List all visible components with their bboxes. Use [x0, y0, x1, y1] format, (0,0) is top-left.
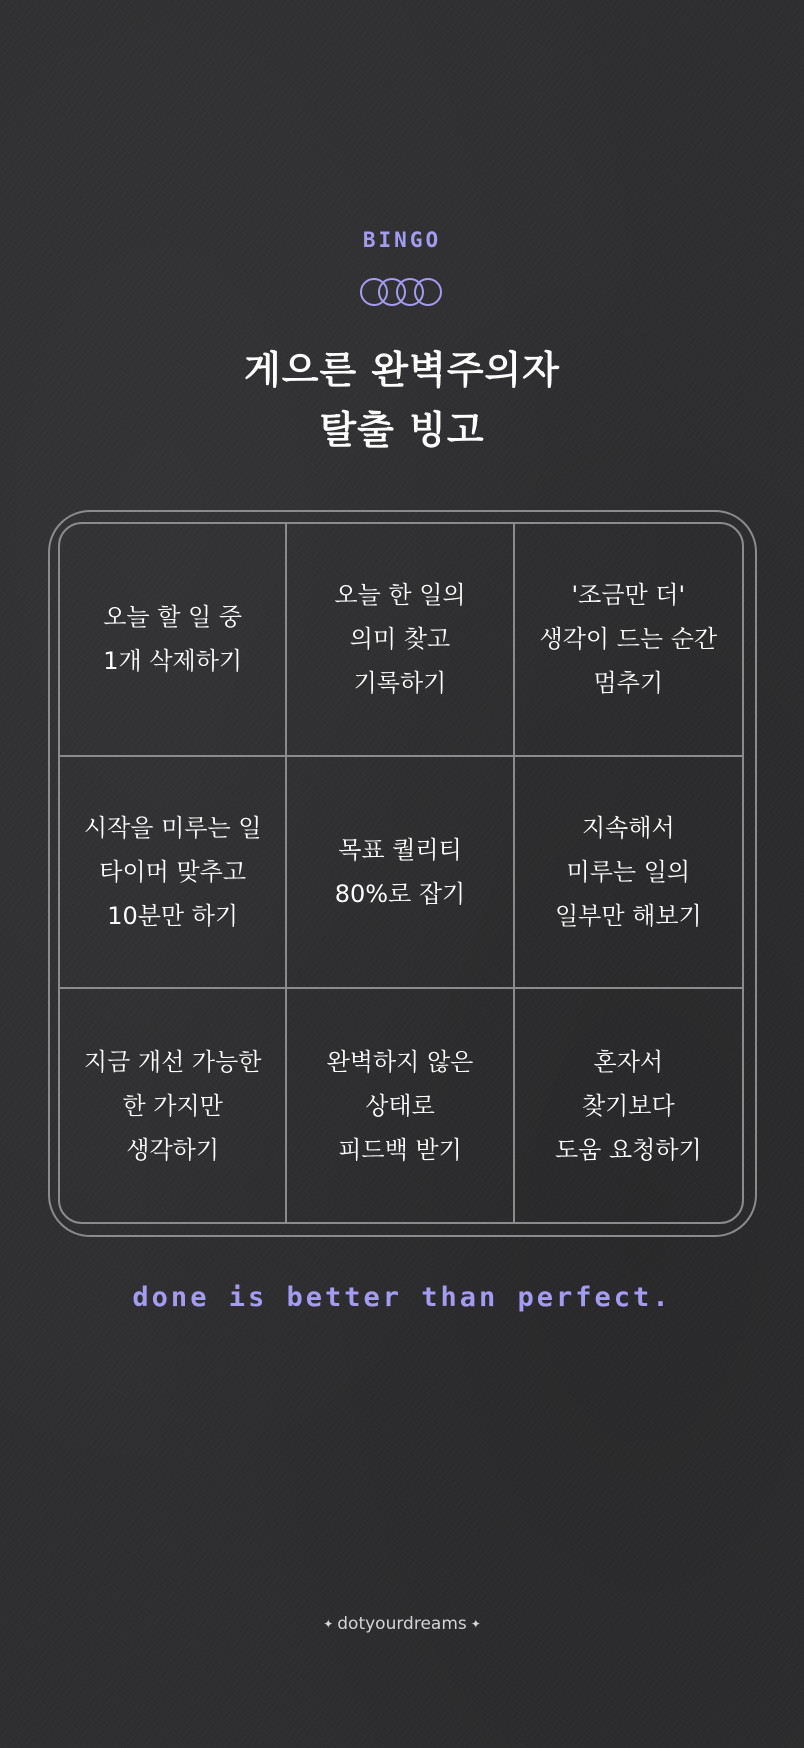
bingo-cell: '조금만 더' 생각이 드는 순간 멈추기 — [515, 524, 742, 757]
bingo-cell: 시작을 미루는 일 타이머 맞추고 10분만 하기 — [60, 757, 287, 990]
sparkle-icon: ✦ — [323, 1617, 334, 1631]
bingo-cell: 혼자서 찾기보다 도움 요청하기 — [554, 1047, 702, 1164]
bingo-cell: 오늘 한 일의 의미 찾고 기록하기 — [287, 524, 514, 757]
bingo-cell: 지금 개선 가능한 한 가지만 생각하기 — [60, 989, 287, 1222]
title-line-1: 게으른 완벽주의자 — [244, 348, 560, 392]
bingo-grid — [58, 522, 744, 1224]
title-line-2: 탈출 빙고 — [319, 408, 485, 452]
bingo-cell: 지속해서 미루는 일의 일부만 해보기 — [515, 757, 742, 990]
bingo-cell: 오늘 할 일 중 1개 삭제하기 — [60, 524, 287, 757]
sparkle-icon: ✦ — [470, 1617, 481, 1631]
footer-brand — [0, 1614, 804, 1634]
brand-name: dotyourdreams — [337, 1614, 467, 1634]
eyebrow-label: BINGO — [362, 228, 442, 252]
tagline: done is better than perfect. — [132, 1282, 672, 1313]
bingo-cell: 완벽하지 않은 상태로 피드백 받기 — [287, 989, 514, 1222]
bingo-cell: 목표 퀄리티 80%로 잡기 — [287, 757, 514, 990]
interlocking-rings-icon — [359, 276, 445, 308]
page-title — [0, 340, 804, 460]
